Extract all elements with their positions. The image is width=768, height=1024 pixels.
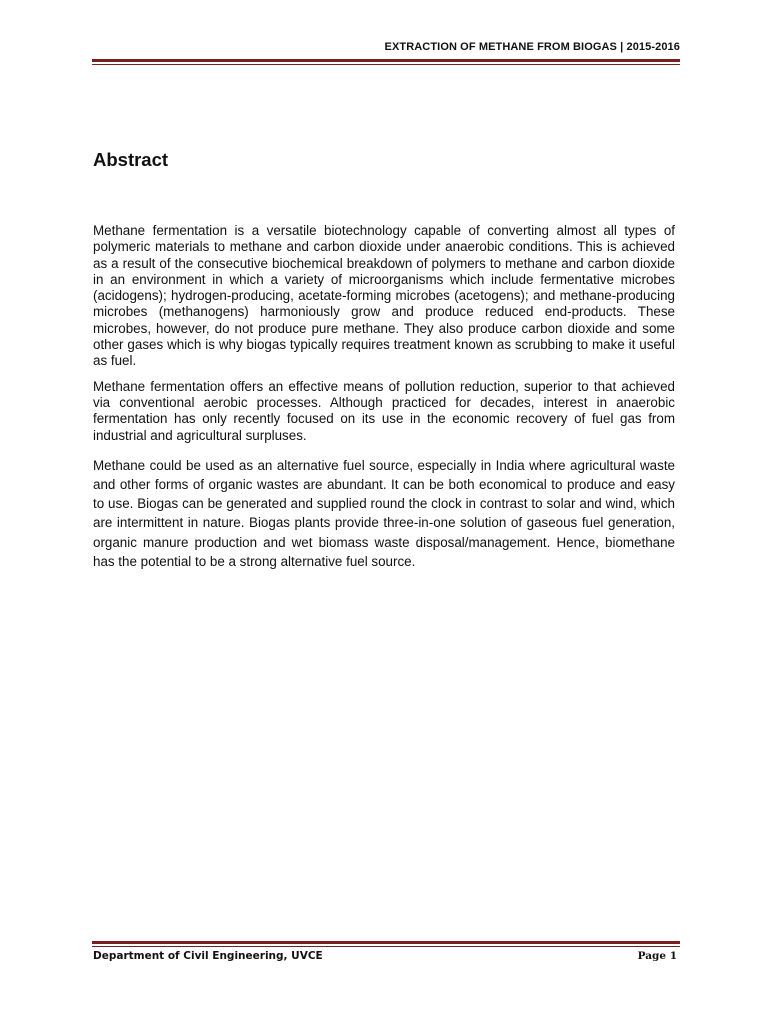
header-title: EXTRACTION OF METHANE FROM BIOGAS | 2015-2016 — [384, 41, 680, 53]
footer-page-number: Page 1 — [637, 950, 677, 962]
footer-department: Department of Civil Engineering, UVCE — [93, 950, 323, 962]
paragraph-2: Methane fermentation offers an effective means of pollution reduction, superior to that achieved via conventional aerobic processes. Although practiced for decades, interest in anaerobic fermentation has only recently focused on its use in the economic recovery of fuel gas from industrial and agricultural surpluses. — [93, 378, 675, 443]
footer-rule-thick — [92, 941, 680, 944]
section-heading: Abstract — [93, 149, 169, 170]
header-rule-thick — [92, 59, 680, 62]
abstract-body — [93, 223, 675, 580]
paragraph-3: Methane could be used as an alternative fuel source, especially in India where agricultural waste and other forms of organic wastes are abundant. It can be both economical to produce and easy to use. Biogas can be generated and supplied round the clock in contrast to solar and wind, which are intermittent in nature. Biogas plants provide three-in-one solution of gaseous fuel generation, organic manure production and wet biomass waste disposal/management. Hence, biomethane has the potential to be a strong alternative fuel source. — [93, 457, 675, 569]
footer-rule-thin — [92, 946, 680, 947]
header-rule-thin — [92, 64, 680, 65]
paragraph-1: Methane fermentation is a versatile biotechnology capable of converting almost all types of polymeric materials to methane and carbon dioxide under anaerobic conditions. This is achieved as a result of the consecutive biochemical breakdown of polymers to methane and carbon dioxide in an environment in which a variety of microorganisms which include fermentative microbes (acidogens); hydrogen-producing, acetate-forming microbes (acetogens); and methane-producing microbes (methanogens) harmoniously grow and produce reduced end-products. These microbes, however, do not produce pure methane. They also produce carbon dioxide and some other gases which is why biogas typically requires treatment known as scrubbing to make it useful as fuel. — [93, 223, 675, 369]
